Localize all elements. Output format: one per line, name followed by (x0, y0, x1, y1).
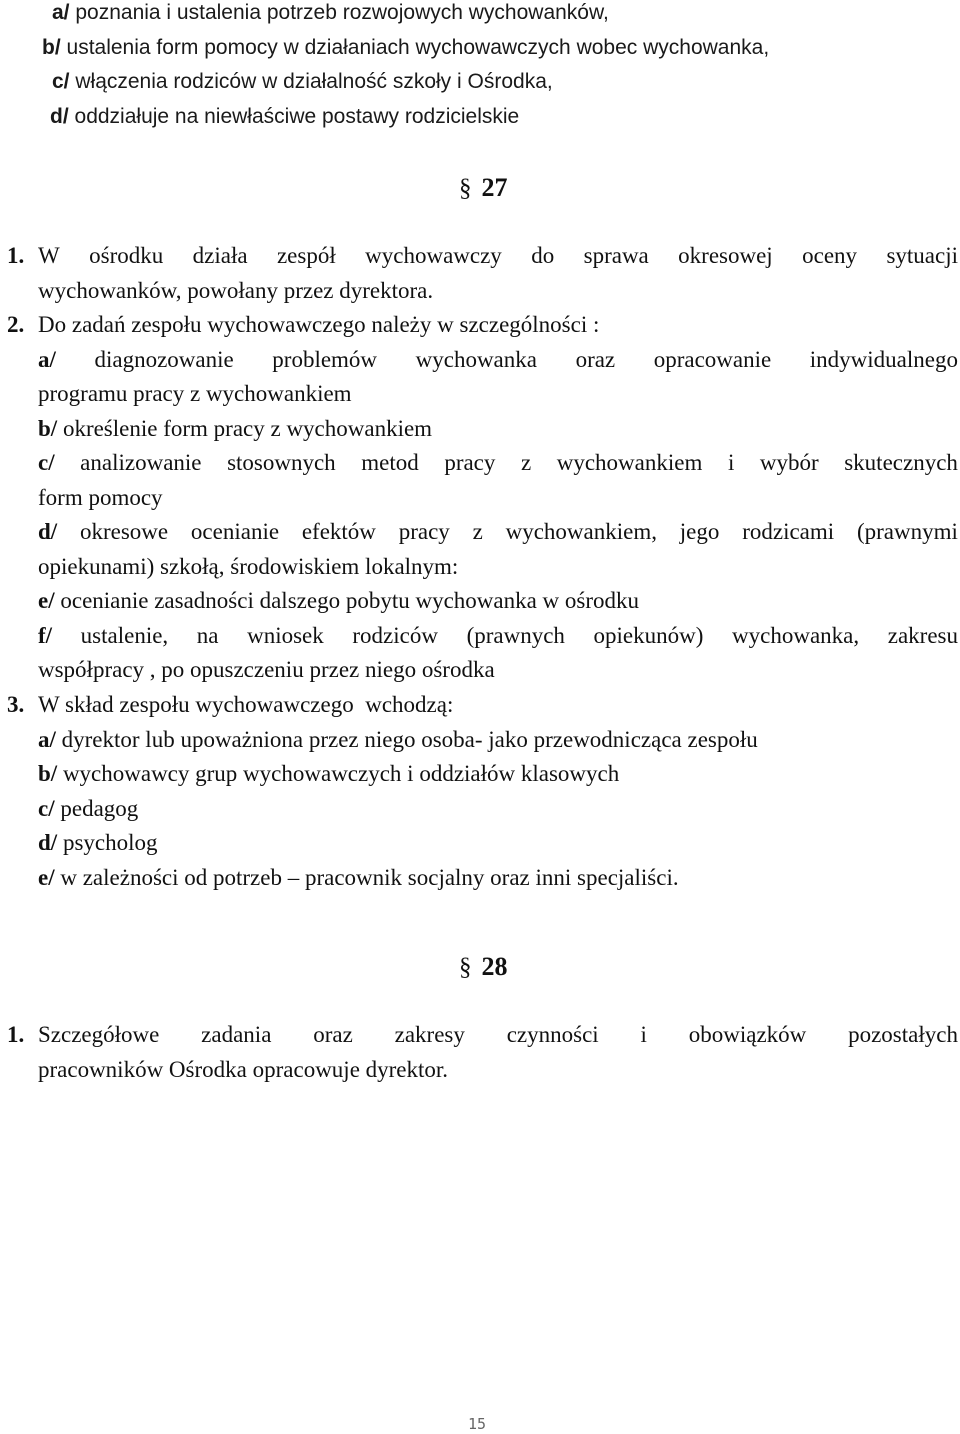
list-item: b/ określenie form pracy z wychowankiem (38, 416, 433, 441)
list-item-text: włączenia rodziców w działalność szkoły i Ośrodka, (75, 70, 553, 93)
list-item-line: opiekunami) szkołą, środowiskiem lokalnym: (38, 554, 459, 579)
list-marker: a/ (38, 347, 56, 372)
list-item: d/ psycholog (38, 830, 158, 855)
page-number: 15 (468, 1415, 487, 1433)
list-item-text: oddziałuje na niewłaściwe postawy rodzicielskie (74, 105, 520, 128)
list-item: a/ dyrektor lub upoważniona przez niego osoba- jako przewodnicząca zespołu (38, 727, 758, 752)
paragraph-line: Szczegółowe zadania oraz zakresy czynności i obowiązków pozostałych (38, 1022, 958, 1047)
paragraph-number: 2. (7, 312, 25, 337)
section-number: 28 (481, 952, 508, 981)
list-marker: d/ (38, 519, 58, 544)
list-marker: b/ (42, 36, 61, 59)
list-marker: d/ (38, 830, 58, 855)
list-marker: a/ (52, 1, 70, 24)
list-item: b/ wychowawcy grup wychowawczych i oddziałów klasowych (38, 761, 620, 786)
list-item (52, 71, 553, 92)
list-marker: c/ (38, 450, 55, 475)
section-heading (459, 175, 508, 201)
paragraph-number: 3. (7, 692, 25, 717)
list-item: d/ okresowe ocenianie efektów pracy z wychowankiem, jego rodzicami (prawnymi (38, 519, 958, 544)
list-item-line: współpracy , po opuszczeniu przez niego ośrodka (38, 657, 495, 682)
paragraph-number: 1. (7, 1022, 25, 1047)
list-item: a/ diagnozowanie problemów wychowanka oraz opracowanie indywidualnego (38, 347, 958, 372)
list-item: e/ w zależności od potrzeb – pracownik socjalny oraz inni specjaliści. (38, 865, 679, 890)
paragraph-line: wychowanków, powołany przez dyrektora. (38, 278, 434, 303)
section-sign: § (459, 954, 472, 981)
section-sign: § (459, 175, 472, 202)
list-item (42, 37, 769, 58)
list-item: c/ pedagog (38, 796, 139, 821)
list-item (50, 106, 519, 127)
list-item-line: programu pracy z wychowankiem (38, 381, 352, 406)
list-marker: d/ (50, 105, 69, 128)
paragraph-intro: Do zadań zespołu wychowawczego należy w szczególności : (38, 312, 600, 337)
list-item (52, 2, 609, 23)
list-marker: c/ (52, 70, 70, 93)
paragraph-intro: W skład zespołu wychowawczego wchodzą: (38, 692, 454, 717)
paragraph-line: W ośrodku działa zespół wychowawczy do sprawa okresowej oceny sytuacji (38, 243, 958, 268)
list-marker: e/ (38, 865, 55, 890)
list-marker: c/ (38, 796, 55, 821)
list-item-text: ustalenia form pomocy w działaniach wychowawczych wobec wychowanka, (66, 36, 770, 59)
paragraph-number: 1. (7, 243, 25, 268)
list-item: c/ analizowanie stosownych metod pracy z wychowankiem i wybór skutecznych (38, 450, 958, 475)
list-marker: e/ (38, 588, 55, 613)
list-marker: a/ (38, 727, 56, 752)
section-heading (459, 954, 508, 980)
list-item-line: form pomocy (38, 485, 163, 510)
list-item: e/ ocenianie zasadności dalszego pobytu wychowanka w ośrodku (38, 588, 640, 613)
list-item: f/ ustalenie, na wniosek rodziców (prawnych opiekunów) wychowanka, zakresu (38, 623, 958, 648)
list-item-text: poznania i ustalenia potrzeb rozwojowych wychowanków, (75, 1, 609, 24)
list-marker: b/ (38, 416, 58, 441)
paragraph-line: pracowników Ośrodka opracowuje dyrektor. (38, 1057, 449, 1082)
section-number: 27 (481, 173, 508, 202)
list-marker: b/ (38, 761, 58, 786)
list-marker: f/ (38, 623, 53, 648)
